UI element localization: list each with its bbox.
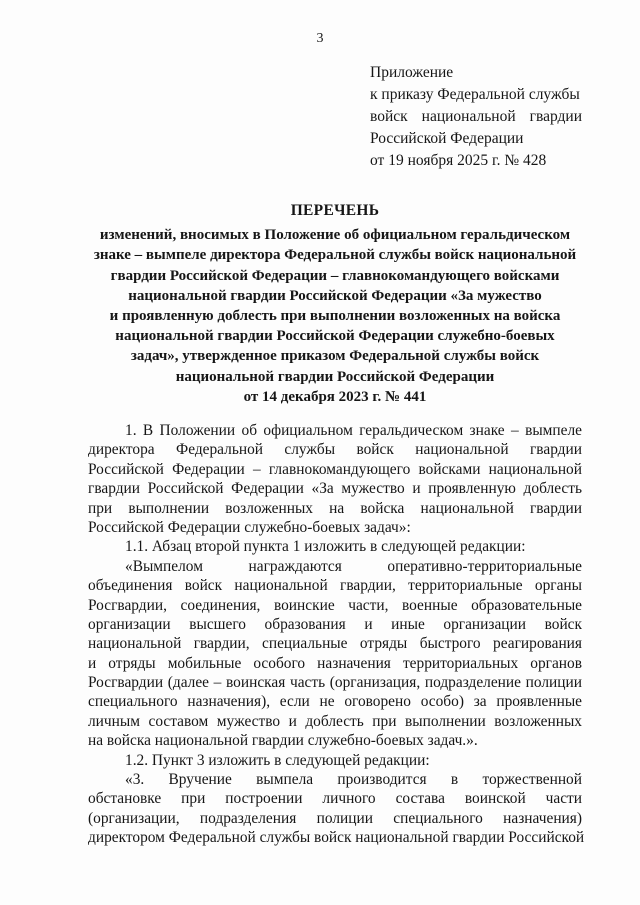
body-line: объединения войск национальной гвардии, территориальные органы	[88, 577, 582, 595]
body-line: 1. В Положении об официальном геральдическом знаке – вымпеле	[125, 422, 582, 439]
document-title	[88, 201, 582, 407]
body-line: (организации, подразделения полиции специального назначения)	[88, 809, 582, 827]
body-line: «3. Вручение вымпела производится в торжественной	[125, 771, 582, 789]
body-line: обстановке при построении личного состава воинской части	[88, 790, 582, 808]
body-line: Российской Федерации служебно-боевых задач»:	[88, 518, 411, 536]
page-number: 3	[316, 31, 324, 46]
title-line: задач», утвержденное приказом Федеральной службы войск	[130, 348, 540, 365]
appendix-line: Российской Федерации	[370, 130, 524, 147]
appendix-line: от 19 ноября 2025 г. № 428	[370, 152, 547, 169]
body-line: директора Федеральной службы войск национальной гвардии	[88, 441, 582, 459]
body-line: при выполнении возложенных на войска национальной гвардии	[88, 499, 582, 517]
body-line: Росгвардии (далее – воинская часть (организация, подразделение полиции	[88, 674, 582, 692]
body-line: национальной гвардии, специальные отряды быстрого реагирования	[88, 635, 582, 653]
body-line: директором Федеральной службы войск национальной гвардии Российской	[88, 829, 585, 847]
title-line: изменений, вносимых в Положение об официальном геральдическом	[99, 227, 571, 244]
title-line: национальной гвардии Российской Федерации служебно-боевых	[115, 328, 555, 345]
title-line: и проявленную доблесть при выполнении возложенных на войска	[109, 308, 561, 325]
title-line: знаке – вымпеле директора Федеральной службы войск национальной	[93, 247, 577, 264]
body-line: и отряды мобильные особого назначения территориальных органов	[88, 654, 582, 672]
title-line: национальной гвардии Российской Федерации	[175, 368, 495, 385]
appendix-line: Приложение	[370, 64, 454, 81]
appendix-line: войск национальной гвардии	[370, 108, 582, 125]
body-line: 1.1. Абзац второй пункта 1 изложить в следующей редакции:	[125, 538, 526, 556]
body-line: «Вымпелом награждаются оперативно-территориальные	[125, 557, 582, 575]
appendix-block	[370, 62, 582, 172]
body-line: Росгвардии, соединения, воинские части, военные образовательные	[88, 596, 582, 614]
title-heading: ПЕРЕЧЕНЬ	[290, 202, 380, 219]
title-line: от 14 декабря 2023 г. № 441	[243, 388, 427, 405]
appendix-line: к приказу Федеральной службы	[370, 86, 580, 103]
document-body	[88, 421, 585, 848]
body-line: специального назначения), если не оговорено особо) за проявленные	[88, 693, 582, 711]
body-line: личным составом мужество и доблесть при выполнении возложенных	[88, 712, 582, 730]
body-line: 1.2. Пункт 3 изложить в следующей редакции:	[125, 751, 430, 769]
title-line: гвардии Российской Федерации – главнокомандующего войсками	[110, 267, 560, 284]
body-line: на войска национальной гвардии служебно-боевых задач.».	[88, 732, 478, 750]
title-line: национальной гвардии Российской Федерации «За мужество	[128, 287, 542, 304]
body-line: гвардии Российской Федерации «За мужество и проявленную доблесть	[88, 480, 582, 498]
body-line: организации высшего образования и иные организации войск	[88, 615, 582, 633]
body-line: Российской Федерации – главнокомандующего войсками национальной	[88, 460, 582, 478]
